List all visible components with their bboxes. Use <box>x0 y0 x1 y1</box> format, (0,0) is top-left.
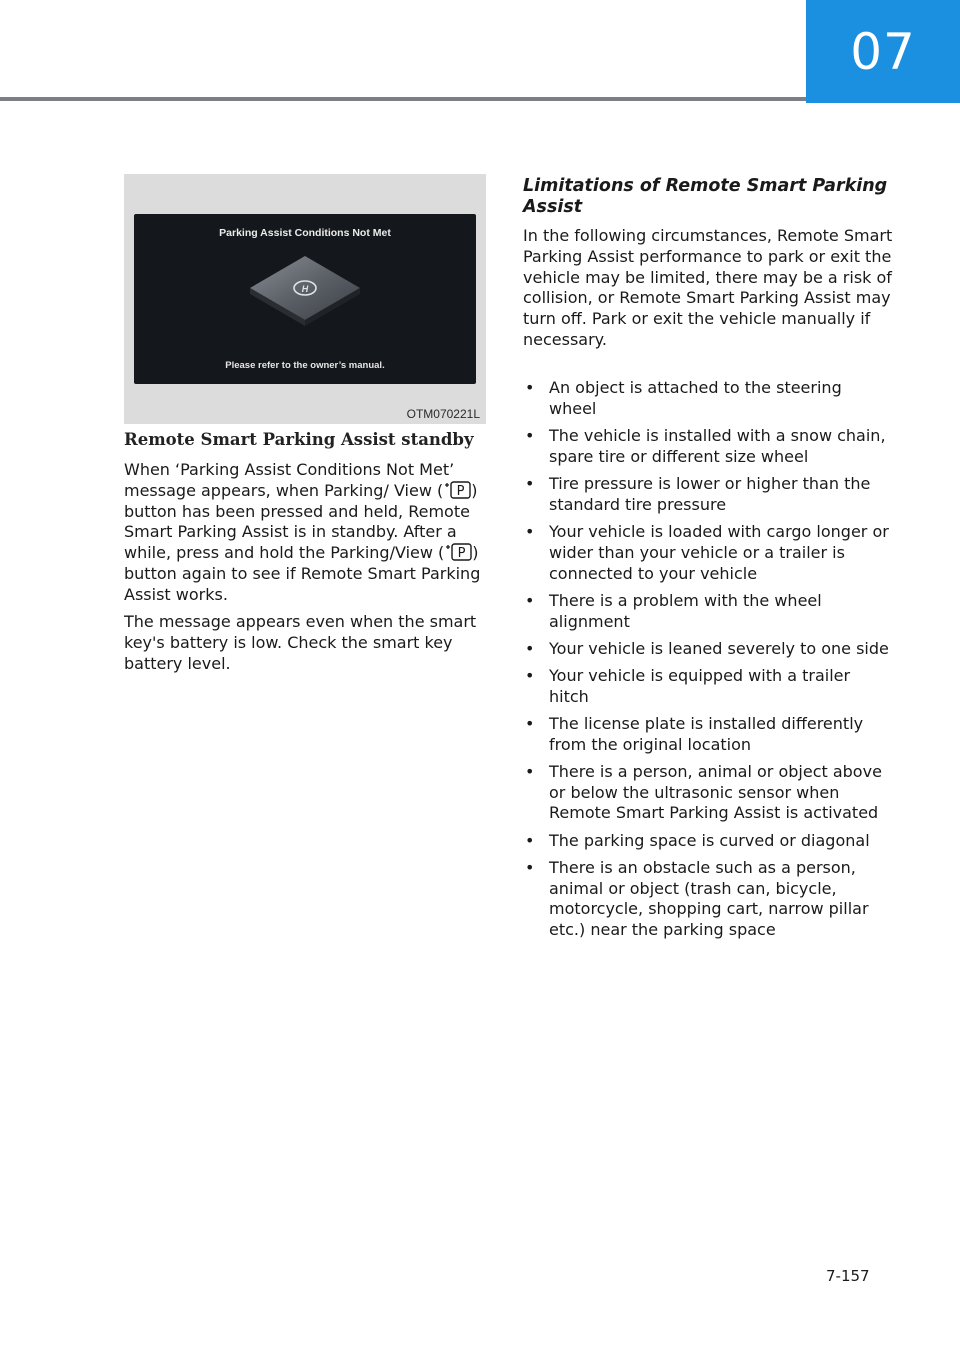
screen-title: Parking Assist Conditions Not Met <box>219 227 391 239</box>
list-item: • The vehicle is installed with a snow chain, spare tire or different size wheel <box>525 425 886 466</box>
limitations-list <box>523 378 893 947</box>
list-item: • Tire pressure is lower or higher than the standard tire pressure <box>525 473 871 514</box>
list-item: • Your vehicle is equipped with a trailer hitch <box>525 665 851 706</box>
vehicle-platform-icon <box>240 244 370 354</box>
list-item: • Your vehicle is leaned severely to one side <box>525 638 889 658</box>
figure-cluster-display <box>124 174 486 424</box>
list-item: • An object is attached to the steering wheel <box>525 378 842 418</box>
page-number: 7-157 <box>826 1267 870 1285</box>
battery-paragraph: The message appears even when the smart key's battery is low. Check the smart key battery level. <box>124 612 477 673</box>
chapter-tab <box>806 0 960 103</box>
svg-text:P: P <box>457 546 466 562</box>
list-item: • There is a problem with the wheel alignment <box>525 590 822 631</box>
parking-view-button-icon <box>444 543 472 561</box>
limitations-intro: In the following circumstances, Remote Smart Parking Assist performance to park or exit the vehicle may be limited, there may be a risk of collision, or Remote Smart Parking Assist may turn off. Park or exit the vehicle manually if necessary. <box>523 226 893 349</box>
screen-message: Please refer to the owner’s manual. <box>225 360 385 371</box>
standby-paragraph: When ‘Parking Assist Conditions Not Met’ message appears, when Parking/ View ( P ) button has been pressed and held, Remote Smart Parking Assist is in standby. After a while, press and hold the Parking/View ( P ) button again to see if Remote Smart Parking Assist works. <box>124 460 481 604</box>
list-item: • The parking space is curved or diagonal <box>525 830 870 850</box>
list-item: • There is an obstacle such as a person, animal or object (trash can, bicycle, motorcycle, shopping cart, narrow pillar etc.) near the parking space <box>525 857 869 940</box>
limitations-title: Limitations of Remote Smart Parking Assist <box>523 176 888 217</box>
svg-text:P: P <box>456 483 465 499</box>
list-item: • There is a person, animal or object above or below the ultrasonic sensor when Remote Smart Parking Assist is activated <box>525 761 882 823</box>
cluster-screen <box>134 214 476 384</box>
header-rule <box>0 97 806 101</box>
section-subtitle: Remote Smart Parking Assist standby <box>124 430 474 449</box>
figure-code: OTM070221L <box>406 407 480 421</box>
chapter-number: 07 <box>850 22 916 81</box>
list-item: • The license plate is installed differently from the original location <box>525 713 864 754</box>
list-item: • Your vehicle is loaded with cargo longer or wider than your vehicle or a trailer is connected to your vehicle <box>525 521 889 583</box>
parking-view-button-icon <box>443 481 471 499</box>
svg-text:H: H <box>301 284 309 294</box>
